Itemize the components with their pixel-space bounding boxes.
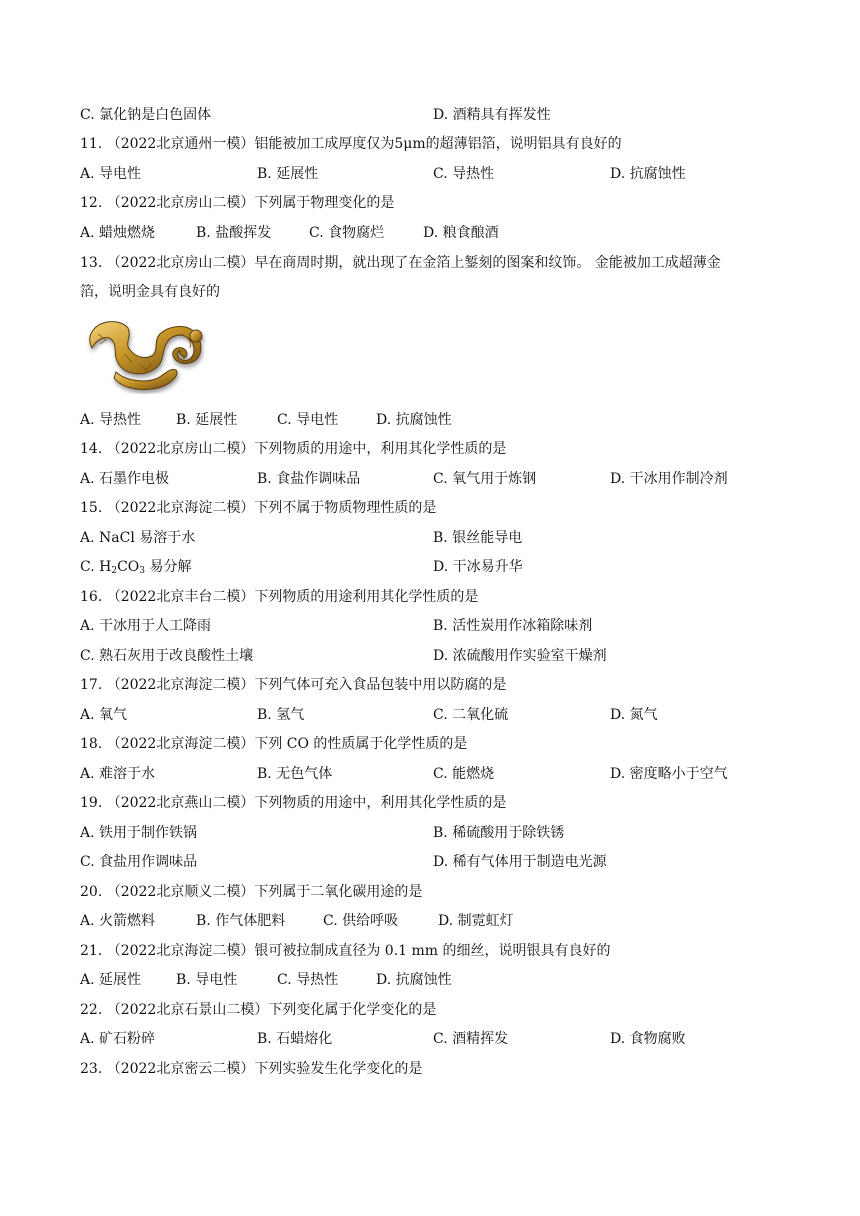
q15-option-c xyxy=(80,558,191,576)
q16-option-a: A. 干冰用于人工降雨 xyxy=(80,618,212,634)
q18-option-a: A. 难溶于水 xyxy=(80,766,156,782)
q15-option-a: A. NaCl 易溶于水 xyxy=(80,530,196,546)
q10-option-d: D. 酒精具有挥发性 xyxy=(433,107,551,123)
q11-option-d: D. 抗腐蚀性 xyxy=(610,166,686,182)
q13-option-b: B. 延展性 xyxy=(176,412,238,428)
q12-option-b: B. 盐酸挥发 xyxy=(196,225,272,241)
q22-option-c: C. 酒精挥发 xyxy=(433,1031,509,1047)
q17-stem: 17. （2022北京海淀二模）下列气体可充入食品包装中用以防腐的是 xyxy=(80,677,507,693)
q20-option-b: B. 作气体肥料 xyxy=(196,913,286,929)
q18-option-b: B. 无色气体 xyxy=(257,766,333,782)
q19-stem: 19. （2022北京燕山二模）下列物质的用途中，利用其化学性质的是 xyxy=(80,795,507,811)
q17-option-c: C. 二氧化硫 xyxy=(433,707,509,723)
q14-option-d: D. 干冰用作制冷剂 xyxy=(610,471,728,487)
q15-option-b: B. 银丝能导电 xyxy=(433,530,523,546)
q22-option-d: D. 食物腐败 xyxy=(610,1031,686,1047)
q11-option-a: A. 导电性 xyxy=(80,166,142,182)
q17-option-b: B. 氢气 xyxy=(257,707,305,723)
q22-stem: 22. （2022北京石景山二模）下列变化属于化学变化的是 xyxy=(80,1002,437,1018)
q13-stem-line2: 箔，说明金具有良好的 xyxy=(80,284,220,300)
q10-option-c: C. 氯化钠是白色固体 xyxy=(80,107,212,123)
q22-option-a: A. 矿石粉碎 xyxy=(80,1031,156,1047)
q21-option-d: D. 抗腐蚀性 xyxy=(376,972,452,988)
q21-option-a: A. 延展性 xyxy=(80,972,142,988)
q14-option-c: C. 氧气用于炼钢 xyxy=(433,471,537,487)
q15-option-d: D. 干冰易升华 xyxy=(433,559,523,575)
q19-option-c: C. 食盐用作调味品 xyxy=(80,854,198,870)
q15-option-c-sub1: 2 xyxy=(111,566,118,576)
q16-stem: 16. （2022北京丰台二模）下列物质的用途利用其化学性质的是 xyxy=(80,589,479,605)
q15-stem: 15. （2022北京海淀二模）下列不属于物质物理性质的是 xyxy=(80,500,437,516)
q13-option-d: D. 抗腐蚀性 xyxy=(376,412,452,428)
q23-stem: 23. （2022北京密云二模）下列实验发生化学变化的是 xyxy=(80,1061,423,1077)
q17-option-d: D. 氮气 xyxy=(610,707,658,723)
q21-stem: 21. （2022北京海淀二模）银可被拉制成直径为 0.1 mm 的细丝，说明银具有良好的 xyxy=(80,943,611,959)
q20-option-d: D. 制霓虹灯 xyxy=(438,913,514,929)
q17-option-a: A. 氧气 xyxy=(80,707,128,723)
q21-option-c: C. 导热性 xyxy=(277,972,339,988)
q11-option-c: C. 导热性 xyxy=(433,166,495,182)
q19-option-b: B. 稀硫酸用于除铁锈 xyxy=(433,825,565,841)
gold-foil-image xyxy=(84,314,224,394)
q13-option-a: A. 导热性 xyxy=(80,412,142,428)
q20-option-a: A. 火箭燃料 xyxy=(80,913,156,929)
q12-option-c: C. 食物腐烂 xyxy=(309,225,385,241)
q18-stem: 18. （2022北京海淀二模）下列 CO 的性质属于化学性质的是 xyxy=(80,736,468,752)
q13-stem-line1: 13. （2022北京房山二模）早在商周时期，就出现了在金箔上錾刻的图案和纹饰。 金能被加工成超薄金 xyxy=(80,255,721,271)
q11-stem: 11. （2022北京通州一模）铝能被加工成厚度仅为5μm的超薄铝箔，说明铝具有良好的 xyxy=(80,136,622,152)
q14-option-a: A. 石墨作电极 xyxy=(80,471,170,487)
q15-option-c-suffix: 易分解 xyxy=(145,559,192,575)
q16-option-c: C. 熟石灰用于改良酸性土壤 xyxy=(80,648,254,664)
q21-option-b: B. 导电性 xyxy=(176,972,238,988)
q20-option-c: C. 供给呼吸 xyxy=(323,913,399,929)
q15-option-c-prefix: C. H xyxy=(80,559,112,575)
q15-option-c-sub2: 3 xyxy=(139,566,145,576)
q12-stem: 12. （2022北京房山二模）下列属于物理变化的是 xyxy=(80,195,395,211)
q16-option-d: D. 浓硫酸用作实验室干燥剂 xyxy=(433,648,607,664)
q22-option-b: B. 石蜡熔化 xyxy=(257,1031,333,1047)
q15-option-c-mid: CO xyxy=(117,559,140,575)
q16-option-b: B. 活性炭用作冰箱除味剂 xyxy=(433,618,593,634)
q19-option-a: A. 铁用于制作铁锅 xyxy=(80,825,198,841)
q12-option-d: D. 粮食酿酒 xyxy=(423,225,499,241)
q20-stem: 20. （2022北京顺义二模）下列属于二氧化碳用途的是 xyxy=(80,884,423,900)
q11-option-b: B. 延展性 xyxy=(257,166,319,182)
q14-stem: 14. （2022北京房山二模）下列物质的用途中，利用其化学性质的是 xyxy=(80,441,507,457)
q18-option-d: D. 密度略小于空气 xyxy=(610,766,728,782)
q13-option-c: C. 导电性 xyxy=(277,412,339,428)
q12-option-a: A. 蜡烛燃烧 xyxy=(80,225,156,241)
q18-option-c: C. 能燃烧 xyxy=(433,766,495,782)
q14-option-b: B. 食盐作调味品 xyxy=(257,471,361,487)
q19-option-d: D. 稀有气体用于制造电光源 xyxy=(433,854,607,870)
